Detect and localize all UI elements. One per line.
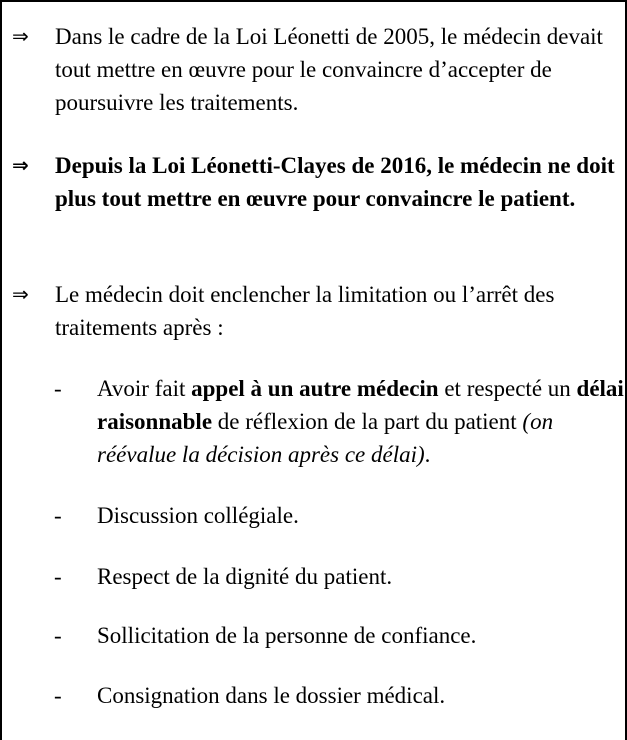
list-item	[54, 679, 624, 712]
paragraph-text: Dans le cadre de la Loi Léonetti de 2005, le médecin devait tout mettre en œuvre pour le convaincre d’accepter de poursuivre les traitements.	[55, 24, 603, 115]
paragraph-text: Le médecin doit enclencher la limitation ou l’arrêt des traitements après :	[55, 282, 555, 340]
list-item	[54, 619, 624, 652]
paragraph-loi-2016	[12, 149, 624, 215]
text-segment: Avoir fait	[97, 376, 192, 401]
dash-bullet: -	[54, 623, 62, 648]
list-item-text: Discussion collégiale.	[97, 503, 299, 528]
list-item-text	[97, 372, 624, 471]
list-item	[54, 372, 624, 471]
arrow-bullet-icon: ⇒	[12, 282, 29, 306]
paragraph-loi-2005	[12, 20, 624, 119]
bold-segment: délai raisonnable	[97, 376, 624, 434]
dash-bullet: -	[54, 564, 62, 589]
italic-segment: (on réévalue la décision après ce délai)	[97, 409, 554, 467]
text-segment: de réflexion de la part du patient	[212, 409, 523, 434]
list-item-text: Sollicitation de la personne de confiance.	[97, 623, 477, 648]
arrow-bullet-icon: ⇒	[12, 153, 29, 177]
dash-bullet: -	[54, 683, 62, 708]
text-segment: et respecté un	[438, 376, 577, 401]
dash-bullet: -	[54, 376, 62, 401]
arrow-bullet-icon: ⇒	[12, 24, 29, 48]
paragraph-text: Depuis la Loi Léonetti-Clayes de 2016, le médecin ne doit plus tout mettre en œuvre pour convaincre le patient.	[55, 153, 615, 211]
list-item	[54, 560, 624, 593]
paragraph-limitation	[12, 278, 624, 344]
dash-bullet: -	[54, 503, 62, 528]
bold-segment: appel à un autre médecin	[191, 376, 439, 401]
list-item-text: Consignation dans le dossier médical.	[97, 683, 446, 708]
text-segment: .	[424, 442, 431, 467]
list-item-text: Respect de la dignité du patient.	[97, 564, 393, 589]
list-item	[54, 499, 624, 532]
